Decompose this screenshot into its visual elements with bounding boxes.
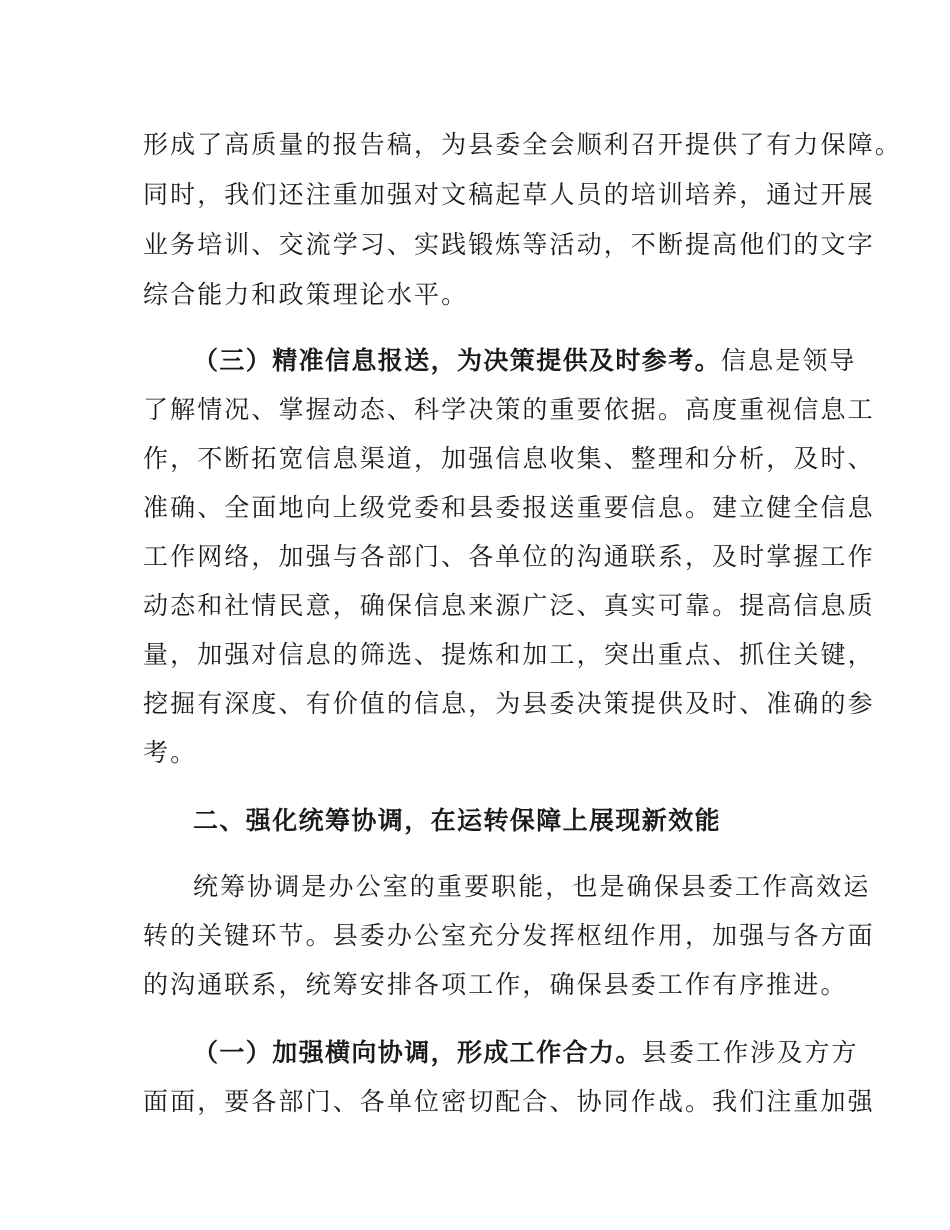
- paragraph-2-line-6: 动态和社情民意，确保信息来源广泛、真实可靠。提高信息质: [143, 591, 875, 620]
- paragraph-3-line-2: 转的关键环节。县委办公室充分发挥枢纽作用，加强与各方面: [143, 921, 875, 950]
- paragraph-2-heading: （三）精准信息报送，为决策提供及时参考。: [193, 346, 722, 375]
- paragraph-1-line-3: 业务培训、交流学习、实践锻炼等活动，不断提高他们的文字: [143, 230, 875, 259]
- paragraph-2-line-8: 挖掘有深度、有价值的信息，为县委决策提供及时、准确的参: [143, 689, 875, 718]
- paragraph-2-line-1: [193, 346, 857, 376]
- paragraph-2-line-4: 准确、全面地向上级党委和县委报送重要信息。建立健全信息: [143, 493, 875, 522]
- paragraph-2-line-9: 考。: [143, 738, 198, 767]
- paragraph-4-first-line-rest: 县委工作涉及方方: [641, 1038, 859, 1067]
- section-heading: 二、强化统筹协调，在运转保障上展现新效能: [193, 806, 722, 835]
- paragraph-2-line-5: 工作网络，加强与各部门、各单位的沟通联系，及时掌握工作: [143, 542, 875, 571]
- paragraph-2-line-3: 作，不断拓宽信息渠道，加强信息收集、整理和分析，及时、: [143, 444, 875, 473]
- paragraph-3-line-1: 统筹协调是办公室的重要职能，也是确保县委工作高效运: [193, 872, 871, 901]
- paragraph-4-line-2: 面面，要各部门、各单位密切配合、协同作战。我们注重加强: [143, 1087, 875, 1116]
- paragraph-4-line-1: [193, 1038, 859, 1068]
- paragraph-1-line-2: 同时，我们还注重加强对文稿起草人员的培训培养，通过开展: [143, 180, 875, 209]
- paragraph-2-line-2: 了解情况、掌握动态、科学决策的重要依据。高度重视信息工: [143, 395, 875, 424]
- paragraph-1-line-1: 形成了高质量的报告稿，为县委全会顺利召开提供了有力保障。: [143, 130, 902, 159]
- paragraph-2-first-line-rest: 信息是领导: [721, 346, 857, 375]
- paragraph-3-line-3: 的沟通联系，统筹安排各项工作，确保县委工作有序推进。: [143, 970, 848, 999]
- paragraph-2-line-7: 量，加强对信息的筛选、提炼和加工，突出重点、抓住关键，: [143, 640, 875, 669]
- paragraph-1-line-4: 综合能力和政策理论水平。: [143, 280, 469, 309]
- paragraph-4-heading: （一）加强横向协调，形成工作合力。: [193, 1038, 642, 1067]
